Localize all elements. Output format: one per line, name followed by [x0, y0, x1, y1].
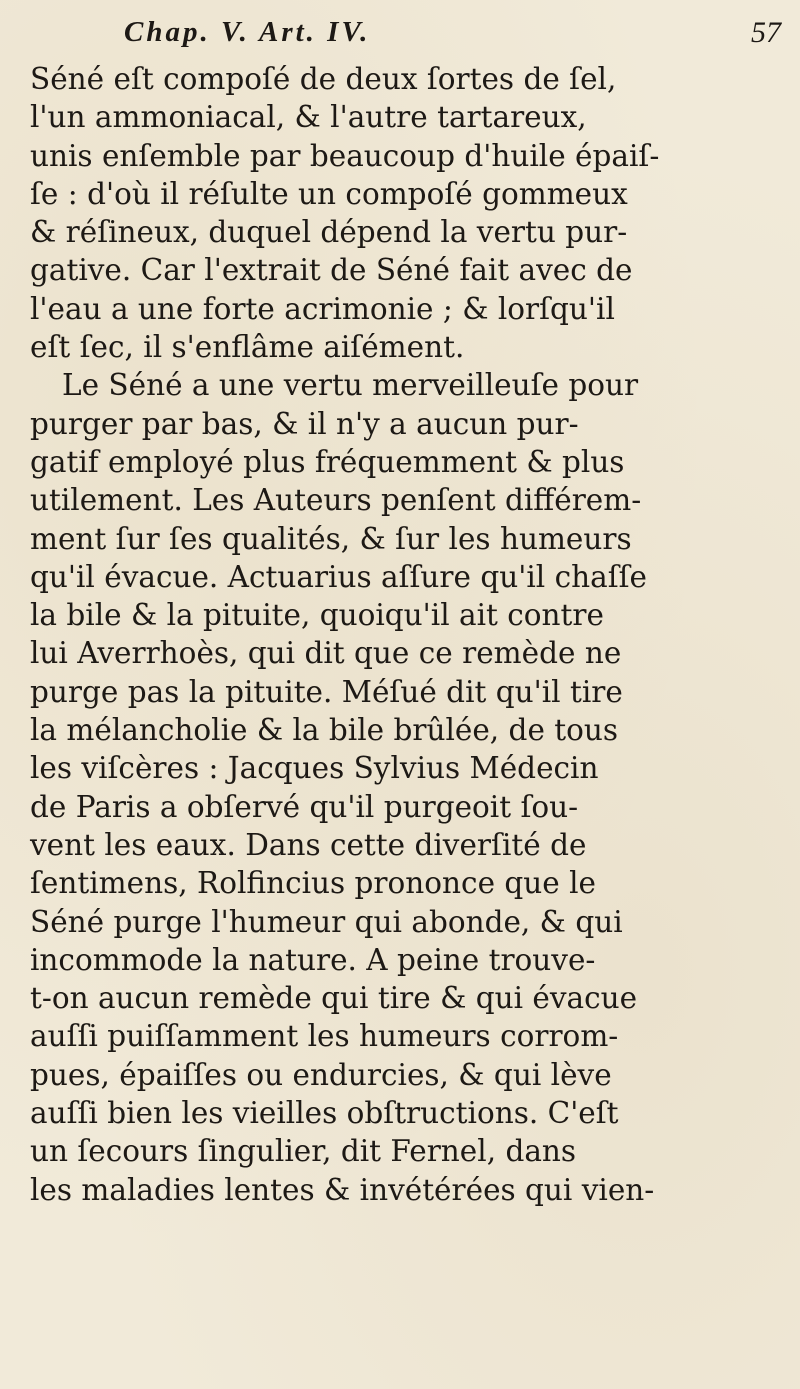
text-line: eſt ſec, il s'enflâme aiſément.: [30, 330, 465, 365]
text-line: lui Averrhoès, qui dit que ce remède ne: [30, 636, 622, 671]
text-line: purger par bas, & il n'y a aucun pur-: [30, 406, 579, 441]
text-line: auſſi bien les vieilles obſtructions. C'eſt: [30, 1096, 619, 1131]
text-line: incommode la nature. A peine trouve-: [30, 942, 596, 977]
text-line: les viſcères : Jacques Sylvius Médecin: [30, 751, 599, 786]
text-line: ment ſur ſes qualités, & ſur les humeurs: [30, 521, 632, 556]
text-line: auſſi puiſſamment les humeurs corrom-: [30, 1019, 619, 1054]
text-line: l'eau a une forte acrimonie ; & lorſqu'il: [30, 291, 615, 326]
text-line: la mélancholie & la bile brûlée, de tous: [30, 713, 619, 748]
text-line: purge pas la pituite. Méſué dit qu'il tire: [30, 674, 623, 709]
running-head: [30, 12, 785, 60]
text-line: les maladies lentes & invétérées qui vien-: [30, 1172, 655, 1207]
text-line: qu'il évacue. Actuarius aſſure qu'il chaſſe: [30, 559, 648, 594]
text-line: ſentimens, Rolfincius prononce que le: [30, 866, 597, 901]
text-line: la bile & la pituite, quoiqu'il ait contre: [30, 598, 604, 633]
chapter-heading: Chap. V. Art. IV.: [124, 16, 371, 48]
paragraph-start-line: Le Séné a une vertu merveilleuſe pour: [62, 368, 639, 403]
text-line: vent les eaux. Dans cette diverſité de: [30, 827, 587, 862]
text-line: unis enſemble par beaucoup d'huile épaiſ-: [30, 138, 660, 173]
text-line: & réſineux, duquel dépend la vertu pur-: [30, 215, 628, 250]
text-line: de Paris a obſervé qu'il purgeoit ſou-: [30, 789, 579, 824]
text-line: un ſecours ſingulier, dit Fernel, dans: [30, 1134, 577, 1169]
text-line: gatif employé plus fréquemment & plus: [30, 444, 625, 479]
text-line: utilement. Les Auteurs penſent différem-: [30, 483, 642, 518]
body-text: [30, 60, 785, 1209]
page-number: 57: [751, 16, 781, 49]
text-line: t-on aucun remède qui tire & qui évacue: [30, 981, 638, 1016]
book-page: [30, 12, 785, 1209]
text-line: ſe : d'où il réſulte un compoſé gommeux: [30, 176, 628, 211]
text-line: l'un ammoniacal, & l'autre tartareux,: [30, 100, 587, 135]
text-line: Séné purge l'humeur qui abonde, & qui: [30, 904, 623, 939]
text-line: gative. Car l'extrait de Séné fait avec de: [30, 253, 633, 288]
text-line: Séné eſt compoſé de deux ſortes de ſel,: [30, 62, 617, 96]
text-line: pues, épaiſſes ou endurcies, & qui lève: [30, 1057, 612, 1092]
